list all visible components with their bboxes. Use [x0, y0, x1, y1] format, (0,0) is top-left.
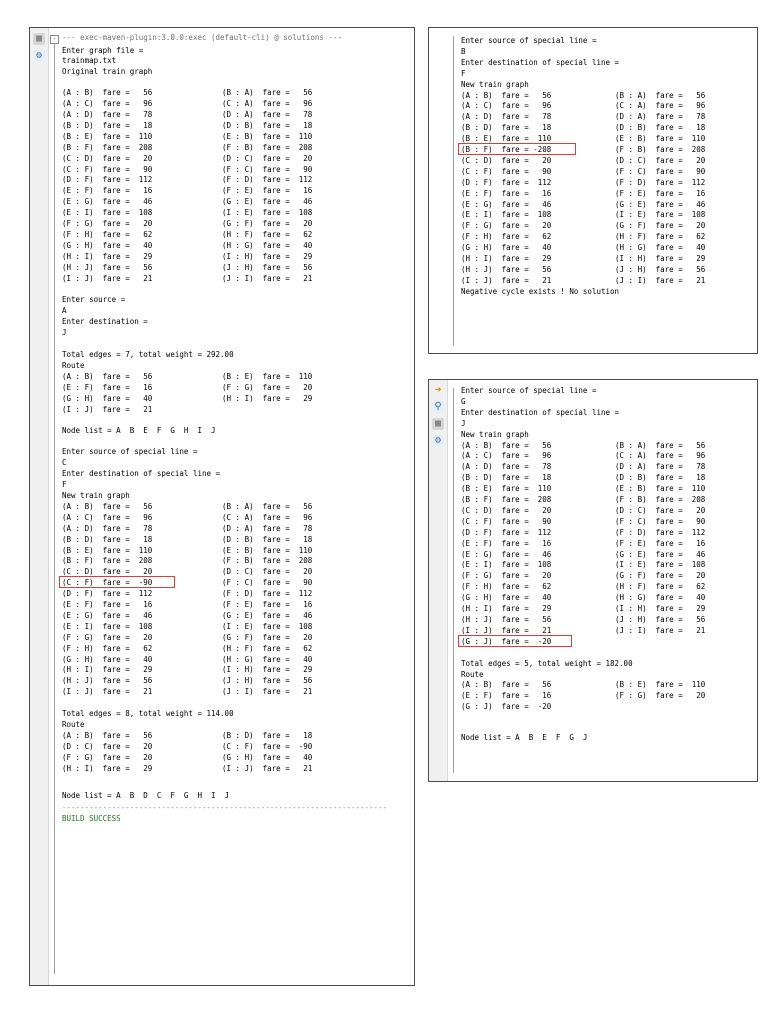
- console-line: Enter destination of special line =: [62, 469, 221, 479]
- edge-reverse: (F : D) fare = 112: [615, 527, 706, 537]
- edge-reverse: (F : E) fare = 16: [615, 188, 706, 198]
- console-output: [451, 28, 757, 353]
- edge-forward: (B : D) fare = 18: [62, 120, 153, 130]
- edge-forward: (A : B) fare = 56: [461, 90, 552, 100]
- edge-row: [451, 91, 757, 101]
- edge-row: [451, 582, 757, 592]
- edge-forward: (B : F) fare = 208: [62, 556, 153, 566]
- edge-forward: (E : G) fare = 46: [62, 197, 153, 207]
- edge-row: [52, 753, 414, 763]
- console-line: C: [62, 458, 67, 468]
- console-line: Enter source of special line =: [62, 447, 198, 457]
- edge-row: [52, 405, 414, 415]
- edge-reverse: (D : B) fare = 18: [222, 120, 313, 130]
- route-label: Route: [62, 360, 85, 370]
- edge-row: [52, 535, 414, 545]
- edge-forward: (E : I) fare = 108: [461, 210, 552, 220]
- edge-row: [451, 210, 757, 220]
- edge-reverse: (G : F) fare = 20: [615, 571, 706, 581]
- edge-forward: (D : F) fare = 112: [461, 527, 552, 537]
- edge-row: [52, 644, 414, 654]
- console-panel-special: [428, 379, 758, 782]
- edge-reverse: (F : D) fare = 112: [222, 175, 313, 185]
- edge-reverse: (C : A) fare = 96: [222, 99, 313, 109]
- edge-reverse: (G : E) fare = 46: [615, 549, 706, 559]
- edge-forward: (A : B) fare = 56: [62, 88, 153, 98]
- edge-row: [52, 219, 414, 229]
- edge-row: [52, 383, 414, 393]
- edge-reverse: (F : B) fare = 208: [615, 495, 706, 504]
- edge-reverse: (F : E) fare = 16: [222, 186, 313, 196]
- edge-forward: (D : F) fare = 112: [461, 177, 552, 187]
- edge-forward: (E : F) fare = 16: [461, 188, 552, 198]
- edge-reverse: (H : F) fare = 62: [615, 582, 706, 592]
- edge-forward: (E : F) fare = 16: [62, 382, 153, 392]
- edge-row: [52, 611, 414, 621]
- edge-forward: (G : H) fare = 40: [461, 243, 552, 253]
- edge-forward: (D : C) fare = 20: [62, 741, 153, 751]
- edge-reverse: (J : H) fare = 56: [615, 264, 706, 274]
- edge-forward: (A : B) fare = 56: [62, 371, 153, 381]
- edge-reverse: (H : G) fare = 40: [222, 240, 313, 250]
- edge-row: [52, 241, 414, 251]
- edge-forward: (G : H) fare = 40: [62, 393, 153, 403]
- rerun-icon[interactable]: ■: [33, 33, 45, 45]
- edge-row: [451, 528, 757, 538]
- edge-forward: (H : J) fare = 56: [62, 676, 153, 686]
- edge-forward: (E : I) fare = 108: [62, 208, 153, 218]
- edge-reverse: (I : H) fare = 29: [615, 254, 706, 263]
- console-line: Original train graph: [62, 67, 153, 77]
- edge-forward: (A : B) fare = 56: [62, 501, 153, 511]
- edge-forward: (B : E) fare = 110: [62, 131, 153, 141]
- edge-row: [451, 571, 757, 581]
- edge-reverse: (H : F) fare = 62: [222, 643, 313, 653]
- console-output: [52, 28, 414, 985]
- stop-icon[interactable]: ■: [432, 418, 444, 430]
- edge-forward: (C : D) fare = 20: [62, 153, 153, 163]
- edge-row: [52, 524, 414, 534]
- edge-forward: (E : F) fare = 16: [461, 691, 552, 701]
- console-panel-negative: [428, 27, 758, 354]
- edge-row: [451, 112, 757, 122]
- edge-row: [52, 154, 414, 164]
- edge-reverse: (H : F) fare = 62: [222, 229, 313, 239]
- edge-reverse: (I : E) fare = 108: [222, 621, 313, 631]
- edge-reverse: (J : I) fare = 21: [615, 625, 706, 635]
- edge-forward: (C : D) fare = 20: [461, 505, 552, 515]
- console-line: J: [62, 328, 67, 338]
- edge-forward: (A : D) fare = 78: [461, 112, 552, 122]
- edge-reverse: (J : H) fare = 56: [615, 614, 706, 624]
- edge-forward: (F : H) fare = 62: [461, 232, 552, 242]
- edge-reverse: (G : E) fare = 46: [615, 199, 706, 209]
- edge-forward: (B : D) fare = 18: [461, 123, 552, 133]
- console-line: Enter destination of special line =: [461, 57, 620, 67]
- console-line: New train graph: [62, 491, 130, 500]
- edge-reverse: (I : H) fare = 29: [615, 604, 706, 613]
- edge-forward: (E : G) fare = 46: [461, 199, 552, 209]
- edge-reverse: (B : A) fare = 56: [222, 88, 313, 98]
- edge-forward: (A : C) fare = 96: [62, 512, 153, 522]
- edge-forward: (F : G) fare = 20: [461, 571, 552, 581]
- edge-reverse: (D : A) fare = 78: [615, 112, 706, 122]
- edge-reverse: (D : A) fare = 78: [222, 523, 313, 533]
- edge-reverse: (E : B) fare = 110: [615, 484, 706, 494]
- edge-row: [52, 665, 414, 675]
- edge-reverse: (H : G) fare = 40: [615, 593, 706, 603]
- edge-forward: (H : I) fare = 29: [461, 254, 552, 263]
- edge-reverse: (J : H) fare = 56: [222, 262, 313, 272]
- console-toolbar: [30, 28, 49, 985]
- error-message: Negative cycle exists ! No solution: [461, 286, 620, 296]
- edge-row: [52, 121, 414, 131]
- console-toolbar: [429, 380, 448, 781]
- edge-row: [52, 655, 414, 665]
- edge-row: [451, 484, 757, 494]
- edge-reverse: (G : H) fare = 40: [222, 752, 313, 762]
- edge-row: [52, 622, 414, 632]
- edge-forward: (C : D) fare = 20: [62, 567, 153, 577]
- edge-reverse: (I : J) fare = 21: [222, 763, 313, 773]
- edge-reverse: (J : I) fare = 21: [222, 687, 313, 697]
- edge-forward: (E : F) fare = 16: [461, 538, 552, 548]
- console-line: B: [461, 46, 466, 56]
- edge-forward: (F : H) fare = 62: [461, 582, 552, 592]
- edge-row: [451, 691, 757, 701]
- edge-row: [52, 600, 414, 610]
- edge-forward: (F : G) fare = 20: [461, 221, 552, 231]
- edge-row: [451, 232, 757, 242]
- edge-reverse: (H : I) fare = 29: [222, 393, 313, 403]
- edge-reverse: (F : G) fare = 20: [222, 382, 313, 392]
- edge-reverse: (E : B) fare = 110: [615, 134, 706, 144]
- edge-forward: (I : J) fare = 21: [461, 275, 552, 285]
- console-line: Enter source of special line =: [461, 36, 597, 45]
- edge-forward: (A : D) fare = 78: [62, 110, 153, 119]
- edge-forward: (E : I) fare = 108: [461, 560, 552, 570]
- console-output: [451, 380, 757, 781]
- edge-row: [52, 633, 414, 643]
- edge-row: [451, 254, 757, 264]
- edge-reverse: (B : E) fare = 110: [615, 680, 706, 690]
- edge-row: [451, 517, 757, 527]
- edge-forward: (H : J) fare = 56: [461, 614, 552, 624]
- edge-row: [451, 167, 757, 177]
- edge-row: [52, 132, 414, 142]
- edge-forward: (H : I) fare = 29: [62, 251, 153, 261]
- divider-line: ------------------------------------------------------------------------: [62, 802, 388, 812]
- collapse-toggle[interactable]: -: [50, 35, 59, 44]
- edge-forward: (G : H) fare = 40: [62, 654, 153, 664]
- edge-row: [451, 604, 757, 614]
- edge-forward: (I : J) fare = 21: [461, 625, 552, 635]
- edge-row: [52, 208, 414, 218]
- edge-forward: (C : D) fare = 20: [461, 155, 552, 165]
- route-label: Route: [62, 720, 85, 729]
- edge-forward: (I : J) fare = 21: [62, 404, 153, 414]
- edge-forward: (C : F) fare = -90: [62, 578, 153, 588]
- console-line: A: [62, 306, 67, 316]
- edge-reverse: (I : H) fare = 29: [222, 251, 313, 261]
- edge-reverse: (F : C) fare = 90: [615, 516, 706, 526]
- edge-reverse: (C : A) fare = 96: [615, 451, 706, 461]
- highlight-negative-edge: [458, 143, 576, 155]
- edge-row: [52, 99, 414, 109]
- edge-row: [451, 615, 757, 625]
- console-line: G: [461, 396, 466, 406]
- edge-row: [451, 221, 757, 231]
- edge-row: [52, 513, 414, 523]
- console-line: Enter destination of special line =: [461, 407, 620, 417]
- edge-forward: (D : F) fare = 112: [62, 589, 153, 599]
- console-line: Enter source =: [62, 295, 126, 305]
- edge-forward: (F : G) fare = 20: [62, 752, 153, 762]
- console-line: New train graph: [461, 429, 529, 439]
- edge-reverse: (H : F) fare = 62: [615, 232, 706, 242]
- build-status: BUILD SUCCESS: [62, 813, 121, 823]
- edge-row: [52, 394, 414, 404]
- edge-forward: (G : J) fare = -20: [461, 636, 552, 646]
- edge-row: [451, 473, 757, 483]
- edge-reverse: (D : C) fare = 20: [615, 155, 706, 165]
- edge-row: [52, 687, 414, 697]
- edge-forward: (E : G) fare = 46: [62, 610, 153, 620]
- edge-row: [451, 593, 757, 603]
- edge-reverse: (I : H) fare = 29: [222, 665, 313, 675]
- console-line: Enter destination =: [62, 317, 148, 327]
- edge-reverse: (D : A) fare = 78: [222, 110, 313, 119]
- edge-forward: (A : D) fare = 78: [62, 523, 153, 533]
- edge-reverse: (F : E) fare = 16: [615, 538, 706, 548]
- edge-forward: (C : F) fare = 90: [461, 516, 552, 526]
- edge-forward: (H : I) fare = 29: [62, 665, 153, 675]
- edge-reverse: (J : H) fare = 56: [222, 676, 313, 686]
- console-line: trainmap.txt: [62, 56, 117, 66]
- edge-row: [451, 200, 757, 210]
- edge-row: [451, 550, 757, 560]
- edge-reverse: (J : I) fare = 21: [222, 273, 313, 283]
- edge-reverse: (I : E) fare = 108: [222, 208, 313, 218]
- edge-forward: (G : H) fare = 40: [461, 593, 552, 603]
- edge-forward: (G : J) fare = -20: [461, 702, 552, 712]
- edge-row: [52, 186, 414, 196]
- console-line: Enter source of special line =: [461, 386, 597, 395]
- edge-forward: (E : G) fare = 46: [461, 549, 552, 559]
- edge-row: [451, 101, 757, 111]
- edge-row: [451, 539, 757, 549]
- edge-row: [52, 230, 414, 240]
- edge-row: [451, 462, 757, 472]
- edge-row: [52, 676, 414, 686]
- edge-row: [451, 506, 757, 516]
- edge-row: [52, 263, 414, 273]
- edge-reverse: (J : I) fare = 21: [615, 275, 706, 285]
- edge-reverse: (F : C) fare = 90: [222, 164, 313, 174]
- edge-row: [52, 175, 414, 185]
- edge-forward: (B : F) fare = -208: [461, 145, 552, 154]
- edge-row: [451, 156, 757, 166]
- edge-forward: (H : I) fare = 29: [62, 763, 153, 773]
- edge-row: [451, 276, 757, 286]
- edge-forward: (B : D) fare = 18: [461, 473, 552, 483]
- edge-row: [451, 451, 757, 461]
- edge-reverse: (C : A) fare = 96: [222, 512, 313, 522]
- edge-reverse: (B : A) fare = 56: [615, 440, 706, 450]
- edge-row: [451, 441, 757, 451]
- edge-reverse: (C : A) fare = 96: [615, 101, 706, 111]
- edge-reverse: (F : C) fare = 90: [615, 166, 706, 176]
- edge-row: [52, 502, 414, 512]
- edge-row: [52, 742, 414, 752]
- edge-reverse: (F : B) fare = 208: [615, 145, 706, 154]
- edge-forward: (B : E) fare = 110: [62, 545, 153, 555]
- edge-reverse: (B : A) fare = 56: [222, 501, 313, 511]
- edge-reverse: (D : C) fare = 20: [615, 505, 706, 515]
- edge-forward: (C : F) fare = 90: [461, 166, 552, 176]
- edge-reverse: (B : E) fare = 110: [222, 371, 313, 381]
- edge-row: [52, 556, 414, 566]
- edge-reverse: (C : F) fare = -90: [222, 741, 313, 751]
- edge-reverse: (I : E) fare = 108: [615, 560, 706, 570]
- node-list: Node list = A B E F G H I J: [62, 426, 216, 436]
- edge-forward: (F : G) fare = 20: [62, 632, 153, 642]
- edge-reverse: (I : E) fare = 108: [615, 210, 706, 220]
- node-list: Node list = A B E F G J: [461, 733, 588, 743]
- edge-row: [451, 680, 757, 690]
- edge-reverse: (H : G) fare = 40: [222, 654, 313, 664]
- node-list: Node list = A B D C F G H I J: [62, 790, 230, 800]
- edge-row: [451, 243, 757, 253]
- edge-forward: (B : F) fare = 208: [62, 142, 153, 152]
- edge-reverse: (D : B) fare = 18: [615, 123, 706, 133]
- edge-forward: (F : H) fare = 62: [62, 229, 153, 239]
- edge-forward: (I : J) fare = 21: [62, 273, 153, 283]
- edge-forward: (A : C) fare = 96: [62, 99, 153, 109]
- edge-reverse: (F : B) fare = 208: [222, 142, 313, 152]
- edge-forward: (C : F) fare = 90: [62, 164, 153, 174]
- edge-row: [451, 495, 757, 505]
- edge-row: [451, 702, 757, 712]
- edge-row: [52, 274, 414, 284]
- edge-forward: (B : E) fare = 110: [461, 134, 552, 144]
- edge-reverse: (F : B) fare = 208: [222, 556, 313, 566]
- edge-reverse: (F : D) fare = 112: [222, 589, 313, 599]
- edge-forward: (A : B) fare = 56: [62, 730, 153, 740]
- edge-reverse: (D : C) fare = 20: [222, 153, 313, 163]
- edge-forward: (B : F) fare = 208: [461, 495, 552, 504]
- edge-row: [52, 546, 414, 556]
- edge-reverse: (E : B) fare = 110: [222, 131, 313, 141]
- edge-forward: (A : B) fare = 56: [461, 680, 552, 690]
- edge-forward: (E : F) fare = 16: [62, 186, 153, 196]
- edge-row: [52, 589, 414, 599]
- settings-icon[interactable]: ⚙: [432, 435, 444, 447]
- edge-row: [52, 165, 414, 175]
- edge-reverse: (D : C) fare = 20: [222, 567, 313, 577]
- edge-row: [52, 88, 414, 98]
- edge-reverse: (G : E) fare = 46: [222, 610, 313, 620]
- highlight-negative-edge: [59, 576, 175, 588]
- highlight-special-edge: [458, 635, 572, 647]
- forward-icon[interactable]: ➜: [434, 383, 442, 396]
- edge-forward: (I : J) fare = 21: [62, 687, 153, 697]
- edge-row: [52, 764, 414, 774]
- edge-forward: (H : J) fare = 56: [461, 264, 552, 274]
- edge-forward: (B : D) fare = 18: [62, 534, 153, 544]
- console-line: F: [62, 480, 67, 490]
- edge-reverse: (H : G) fare = 40: [615, 243, 706, 253]
- edge-forward: (E : F) fare = 16: [62, 600, 153, 609]
- edge-reverse: (B : A) fare = 56: [615, 90, 706, 100]
- edge-reverse: (F : C) fare = 90: [222, 578, 313, 588]
- maven-header: --- exec-maven-plugin:3.0.0:exec (default-cli) @ solutions ---: [62, 33, 342, 42]
- edge-forward: (H : J) fare = 56: [62, 262, 153, 272]
- edge-forward: (F : H) fare = 62: [62, 643, 153, 653]
- edge-row: [451, 178, 757, 188]
- console-line: Enter graph file =: [62, 45, 144, 55]
- edge-forward: (E : I) fare = 108: [62, 621, 153, 631]
- edge-reverse: (F : G) fare = 20: [615, 691, 706, 701]
- edge-forward: (A : B) fare = 56: [461, 440, 552, 450]
- edge-reverse: (G : E) fare = 46: [222, 197, 313, 207]
- edge-reverse: (F : D) fare = 112: [615, 177, 706, 187]
- edge-row: [52, 143, 414, 153]
- edge-reverse: (G : F) fare = 20: [615, 221, 706, 231]
- edge-reverse: (D : B) fare = 18: [222, 534, 313, 544]
- console-panel-main: [29, 27, 415, 986]
- console-line: F: [461, 68, 466, 78]
- edge-forward: (H : I) fare = 29: [461, 604, 552, 613]
- console-line: New train graph: [461, 79, 529, 89]
- edge-row: [52, 252, 414, 262]
- edge-row: [52, 110, 414, 120]
- route-label: Route: [461, 669, 484, 679]
- edge-row: [451, 123, 757, 133]
- find-icon[interactable]: ⚲: [432, 401, 444, 413]
- edge-row: [451, 265, 757, 275]
- edge-row: [52, 372, 414, 382]
- edge-reverse: (B : D) fare = 18: [222, 730, 313, 740]
- edge-reverse: (G : F) fare = 20: [222, 632, 313, 642]
- console-line: J: [461, 418, 466, 428]
- edge-row: [451, 189, 757, 199]
- edge-reverse: (F : E) fare = 16: [222, 600, 313, 609]
- edge-reverse: (D : B) fare = 18: [615, 473, 706, 483]
- edge-forward: (A : C) fare = 96: [461, 451, 552, 461]
- total-line: Total edges = 7, total weight = 292.00: [62, 350, 234, 359]
- edge-row: [52, 731, 414, 741]
- edge-reverse: (D : A) fare = 78: [615, 462, 706, 472]
- edge-forward: (G : H) fare = 40: [62, 240, 153, 250]
- total-line: Total edges = 8, total weight = 114.00: [62, 709, 234, 719]
- settings-icon[interactable]: ⚙: [33, 50, 45, 62]
- total-line: Total edges = 5, total weight = 182.00: [461, 658, 633, 668]
- edge-forward: (B : E) fare = 110: [461, 484, 552, 494]
- edge-row: [52, 197, 414, 207]
- edge-forward: (D : F) fare = 112: [62, 175, 153, 185]
- edge-forward: (F : G) fare = 20: [62, 219, 153, 228]
- edge-row: [451, 560, 757, 570]
- edge-forward: (A : C) fare = 96: [461, 101, 552, 111]
- edge-reverse: (E : B) fare = 110: [222, 545, 313, 555]
- edge-reverse: (G : F) fare = 20: [222, 219, 313, 228]
- edge-forward: (A : D) fare = 78: [461, 462, 552, 472]
